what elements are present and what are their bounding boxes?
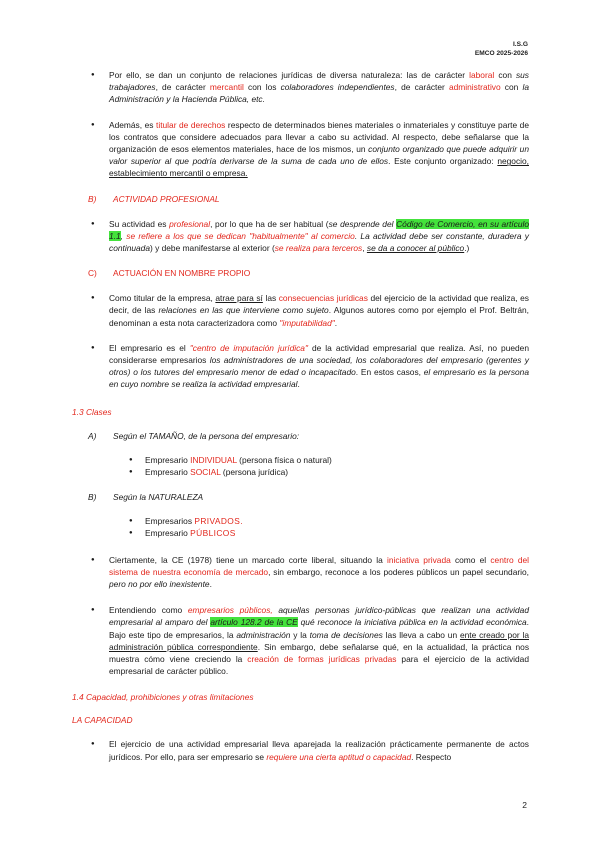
text: A) <box>88 430 97 441</box>
text: las lleva a cabo un <box>382 629 460 640</box>
text: administración <box>236 629 291 640</box>
text: negocio, establecimiento mercantil o empresa. <box>109 156 529 179</box>
list-item <box>72 515 529 528</box>
text: Empresario <box>145 467 191 478</box>
text: SOCIAL <box>190 467 221 478</box>
text: B) <box>88 193 97 204</box>
text: PÚBLICOS <box>190 528 236 539</box>
subsection-tamano <box>72 430 529 442</box>
text-laboral: laboral <box>469 70 495 80</box>
text: "centro de imputación jurídica" <box>189 342 308 353</box>
text: PRIVADOS. <box>194 515 243 526</box>
bullet-profesional <box>72 218 529 255</box>
text: . Bajo este tipo de empresarios, la <box>109 617 529 640</box>
text-administrativo: administrativo <box>448 82 501 93</box>
text: Según el TAMAÑO, de la persona del empresario: <box>113 430 300 441</box>
text-mercantil: mercantil <box>209 82 244 93</box>
text: . Este conjunto organizado: <box>388 156 498 167</box>
header-institution: I.S.G <box>512 41 528 48</box>
text: con <box>494 70 516 80</box>
text: consecuencias jurídicas <box>278 293 368 304</box>
text: Por ello, se dan un conjunto de relaciones jurídicas de diversa naturaleza: las de carácter <box>109 70 470 80</box>
text: INDIVIDUAL <box>190 454 237 465</box>
text: . <box>209 579 212 590</box>
text: . Sin embargo, debe señalarse qué, en la actualidad, la práctica nos muestra cómo viene creciendo la <box>109 641 530 665</box>
text: aquellas personas jurídico-públicas que realizan una actividad empresarial al amparo del <box>109 605 529 628</box>
text: los administradores de una sociedad, los colaboradores del empresario (gerentes y otros) o los tutores del empresario menor de edad o incapacitado <box>109 355 529 378</box>
section-clases: 1.3 Clases <box>72 406 112 417</box>
text: qué reconoce la iniciativa pública en la actividad económica <box>297 617 527 628</box>
text: de la actividad empresarial que realiza. Así, no pueden considerarse empresarios <box>109 342 530 366</box>
text: el empresario es la persona en cuyo nombre se realiza la actividad empresarial <box>109 367 529 390</box>
section-actuacion-nombre-propio <box>72 267 529 279</box>
bullet-titular <box>72 119 529 180</box>
text: ACTUACIÓN EN NOMBRE PROPIO <box>113 268 251 279</box>
text: colaboradores independientes <box>280 82 395 93</box>
text: con los <box>243 82 281 93</box>
text: El empresario es el <box>109 342 190 353</box>
text: . La actividad debe ser constante, duradera y continuada <box>109 230 529 254</box>
text: C) <box>88 268 97 279</box>
text: Ciertamente, la CE (1978) tiene un marcado corte liberal, situando la <box>109 554 387 565</box>
bullet-ejercicio-actividad <box>72 738 529 762</box>
text: se refiere a los que se dedican "habitualmente" al comercio <box>126 230 355 241</box>
bullet-relaciones <box>72 69 529 106</box>
text: ) y debe manifestarse al exterior ( <box>149 243 275 254</box>
text: "imputabilidad" <box>279 317 335 328</box>
text: empresarios públicos, <box>187 605 273 616</box>
list-item <box>72 454 529 467</box>
text: con <box>500 82 523 93</box>
text: sus trabajadores <box>109 70 529 93</box>
text: B) <box>88 491 97 502</box>
text: como el <box>450 554 491 565</box>
text: Empresario <box>145 454 191 465</box>
header-course: EMCO 2025-2026 <box>474 50 528 57</box>
page-header <box>475 40 528 58</box>
text: se da a conocer al público <box>366 243 465 254</box>
text: Como titular de la empresa, <box>109 293 216 304</box>
page-number: 2 <box>522 800 527 810</box>
subsection-naturaleza <box>72 491 529 503</box>
text: se desprende del <box>328 218 397 229</box>
text: atrae para sí <box>215 293 263 304</box>
text: (persona física o natural) <box>236 454 332 465</box>
text: conjunto organizado que puede adquirir un valor superior al que podría derivarse de la suma de cada uno de ellos <box>109 144 529 167</box>
text: , <box>120 230 127 241</box>
text: Empresario <box>145 528 191 539</box>
text: . <box>297 379 300 390</box>
section-actividad-profesional <box>72 193 529 205</box>
text: las <box>262 293 279 304</box>
bullet-empresarios-publicos <box>72 604 529 677</box>
highlight-articulo-128: artículo 128.2 de la CE <box>210 617 298 628</box>
text: (persona jurídica) <box>220 467 289 478</box>
text: relaciones en las que interviene como sujeto <box>158 305 329 316</box>
list-tamano <box>72 454 529 479</box>
text: , de carácter <box>394 82 449 93</box>
text: creación de formas jurídicas privadas <box>247 654 397 665</box>
text: requiere una cierta aptitud o capacidad <box>266 751 412 762</box>
text: Su actividad es <box>109 218 170 229</box>
text: pero no por ello inexistente <box>109 579 210 590</box>
text: , <box>362 243 367 254</box>
text: . <box>334 317 338 328</box>
text: Según la NATURALEZA <box>113 491 204 502</box>
text: El ejercicio de una actividad empresarial lleva aparejada la realización prácticamente permanente de actos jurídicos. Por ello, para ser empresario se <box>109 739 529 762</box>
section-capacidad-prohibiciones: 1.4 Capacidad, prohibiciones y otras limitaciones <box>72 692 254 703</box>
text: iniciativa privada <box>386 554 451 565</box>
text: la Administración y la Hacienda Pública, etc. <box>109 82 529 105</box>
text: centro del sistema de nuestra economía de mercado <box>109 554 530 577</box>
list-item <box>72 527 529 540</box>
bullet-constitucion <box>72 554 529 591</box>
highlight-codigo-comercio: Código de Comercio, en su artículo 1.1 <box>109 218 530 241</box>
text: . Algunos autores como por ejemplo el Prof. Beltrán, denominan a esta nota caracterizadora como <box>109 305 529 328</box>
text: , de carácter <box>155 82 210 93</box>
text: . En estos casos, <box>355 367 424 378</box>
text: , por lo que ha de ser habitual ( <box>210 218 329 229</box>
text: y la <box>290 629 310 640</box>
text: titular de derechos <box>156 119 226 130</box>
section-la-capacidad: LA CAPACIDAD <box>72 715 133 726</box>
text: se realiza para terceros <box>274 243 363 254</box>
text: ente creado por la administración pública correspondiente <box>109 629 530 652</box>
text: . Respecto <box>411 751 452 762</box>
text: .) <box>464 243 470 254</box>
text: Empresarios <box>145 515 195 526</box>
bullet-titular-empresa <box>72 292 529 329</box>
text: , sin embargo, reconoce a los poderes públicos un papel secundario, <box>268 566 529 577</box>
text: Además, es <box>109 119 156 130</box>
text: respecto de determinados bienes materiales o inmateriales y constituye parte de los contratos que considere adecuados para llevar a cabo su actividad. Al respecto, debe señalarse que la organización de esos elementos materiales, hace de los mismos, un <box>109 119 529 155</box>
text: profesional <box>169 218 211 229</box>
bullet-centro-imputacion <box>72 342 529 391</box>
document-body <box>72 69 529 775</box>
list-item <box>72 466 529 479</box>
text: del ejercicio de la actividad que realiza, es decir, de las <box>109 293 529 316</box>
text: ACTIVIDAD PROFESIONAL <box>113 193 220 204</box>
text: Entendiendo como <box>109 605 188 616</box>
text: para el ejercicio de la actividad empresarial de carácter público. <box>109 654 529 677</box>
text: toma de decisiones <box>309 629 383 640</box>
list-naturaleza <box>72 515 529 540</box>
